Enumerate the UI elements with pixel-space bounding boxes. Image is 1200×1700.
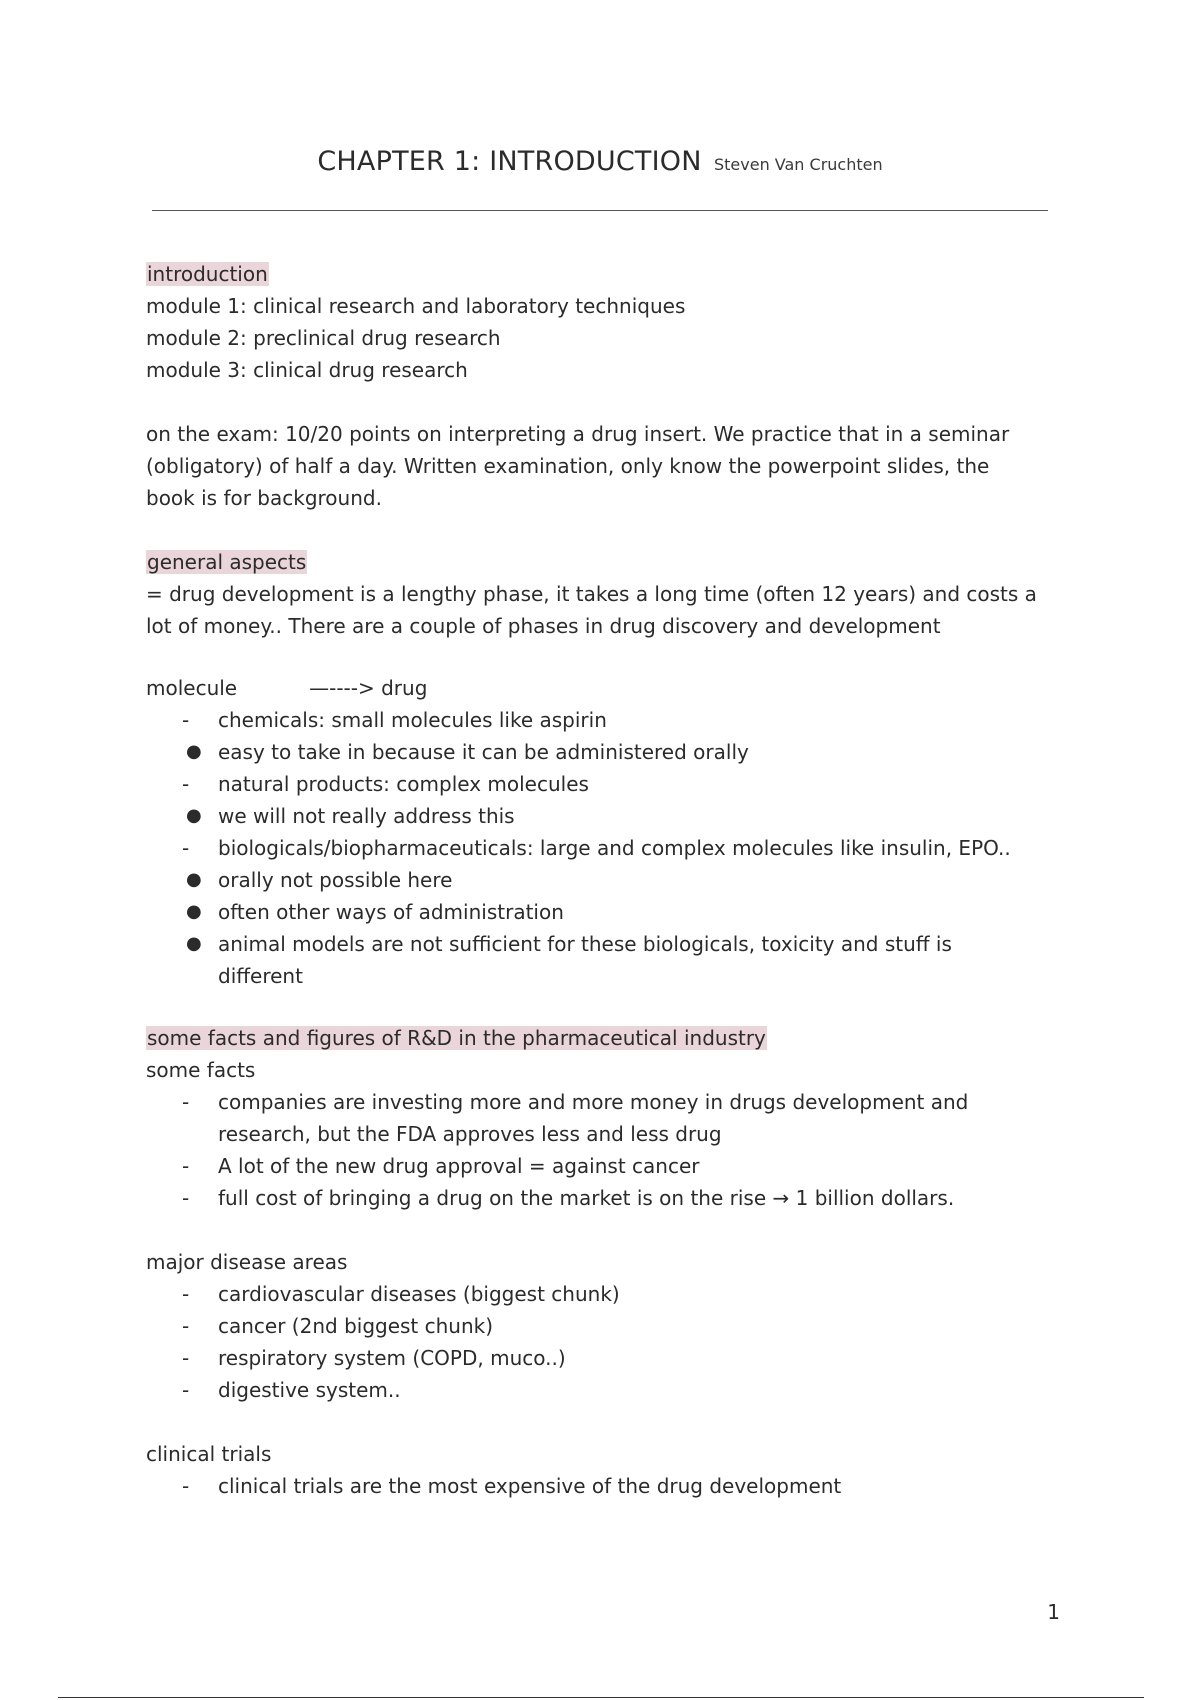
list-item-text: digestive system.. bbox=[218, 1378, 401, 1402]
sub-list-item-text: easy to take in because it can be administered orally bbox=[218, 740, 749, 764]
arrow-drug-label: —----> drug bbox=[309, 676, 428, 700]
sub-list-item bbox=[146, 928, 1046, 992]
exam-line: (obligatory) of half a day. Written examination, only know the powerpoint slides, the bbox=[146, 454, 990, 478]
list-item-text: natural products: complex molecules bbox=[218, 772, 589, 796]
paragraph-line: lot of money.. There are a couple of phases in drug discovery and development bbox=[146, 614, 941, 638]
disease-areas-list bbox=[146, 1278, 1046, 1406]
dash-bullet: - bbox=[182, 1186, 190, 1210]
list-item bbox=[146, 832, 1046, 864]
document-body bbox=[146, 258, 1046, 1502]
heading-highlight: introduction bbox=[147, 262, 268, 286]
dash-bullet: - bbox=[182, 1282, 190, 1306]
dash-bullet: - bbox=[182, 1090, 190, 1114]
sub-list-item bbox=[146, 896, 1046, 928]
dash-bullet: - bbox=[182, 708, 190, 732]
chapter-title: CHAPTER 1: INTRODUCTION bbox=[317, 146, 702, 177]
module-line: module 3: clinical drug research bbox=[146, 358, 468, 382]
list-item-text: cardiovascular diseases (biggest chunk) bbox=[218, 1282, 620, 1306]
list-item bbox=[146, 1086, 1046, 1150]
exam-line: on the exam: 10/20 points on interpreting a drug insert. We practice that in a seminar bbox=[146, 422, 1010, 446]
dash-bullet: - bbox=[182, 1154, 190, 1178]
section-heading-facts bbox=[146, 1022, 1046, 1054]
list-item-text-continuation: research, but the FDA approves less and less drug bbox=[218, 1122, 722, 1146]
sub-list bbox=[146, 736, 1046, 768]
list-item bbox=[146, 704, 1046, 736]
list-item bbox=[146, 1310, 1046, 1342]
page-number: 1 bbox=[1047, 1600, 1060, 1624]
list-item-text: clinical trials are the most expensive of the drug development bbox=[218, 1474, 842, 1498]
dot-bullet: ● bbox=[186, 741, 202, 762]
clinical-trials-list bbox=[146, 1470, 1046, 1502]
molecule-label: molecule bbox=[146, 676, 238, 700]
dash-bullet: - bbox=[182, 1314, 190, 1338]
dash-bullet: - bbox=[182, 1474, 190, 1498]
list-item-text: companies are investing more and more money in drugs development and bbox=[218, 1090, 969, 1114]
section-heading-introduction bbox=[146, 258, 1046, 290]
dash-bullet: - bbox=[182, 772, 190, 796]
facts-list bbox=[146, 1086, 1046, 1214]
list-item bbox=[146, 1182, 1046, 1214]
sub-list-item bbox=[146, 800, 1046, 832]
molecule-type-list bbox=[146, 768, 1046, 800]
sub-list bbox=[146, 864, 1046, 992]
dot-bullet: ● bbox=[186, 805, 202, 826]
list-item bbox=[146, 1470, 1046, 1502]
dash-bullet: - bbox=[182, 836, 190, 860]
list-item-text: A lot of the new drug approval = against cancer bbox=[218, 1154, 700, 1178]
dash-bullet: - bbox=[182, 1378, 190, 1402]
dot-bullet: ● bbox=[186, 933, 202, 954]
list-item-text: cancer (2nd biggest chunk) bbox=[218, 1314, 494, 1338]
sub-list-item bbox=[146, 864, 1046, 896]
molecule-type-list bbox=[146, 704, 1046, 736]
list-item-text: chemicals: small molecules like aspirin bbox=[218, 708, 607, 732]
author-name: Steven Van Cruchten bbox=[713, 155, 883, 174]
title-divider bbox=[152, 210, 1048, 211]
dash-bullet: - bbox=[182, 1346, 190, 1370]
dot-bullet: ● bbox=[186, 869, 202, 890]
heading-highlight: general aspects bbox=[147, 550, 307, 574]
subheading-some-facts: some facts bbox=[146, 1058, 256, 1082]
paragraph-line: = drug development is a lengthy phase, it takes a long time (often 12 years) and costs a bbox=[146, 582, 1037, 606]
list-item bbox=[146, 1278, 1046, 1310]
module-line: module 2: preclinical drug research bbox=[146, 326, 501, 350]
molecule-type-list bbox=[146, 832, 1046, 864]
list-item bbox=[146, 1342, 1046, 1374]
sub-list-item-text: animal models are not sufficient for these biologicals, toxicity and stuff is bbox=[218, 932, 952, 956]
sub-list-item-text: orally not possible here bbox=[218, 868, 453, 892]
sub-list bbox=[146, 800, 1046, 832]
section-heading-general-aspects bbox=[146, 546, 1046, 578]
list-item bbox=[146, 1150, 1046, 1182]
dot-bullet: ● bbox=[186, 901, 202, 922]
list-item-text: full cost of bringing a drug on the market is on the rise → 1 billion dollars. bbox=[218, 1186, 955, 1210]
heading-highlight: some facts and figures of R&D in the pharmaceutical industry bbox=[147, 1026, 766, 1050]
list-item bbox=[146, 768, 1046, 800]
sub-list-item bbox=[146, 736, 1046, 768]
sub-list-item-text: we will not really address this bbox=[218, 804, 515, 828]
page-bottom-divider bbox=[58, 1697, 1144, 1698]
module-line: module 1: clinical research and laboratory techniques bbox=[146, 294, 686, 318]
molecule-drug-line bbox=[146, 672, 1046, 704]
exam-line: book is for background. bbox=[146, 486, 382, 510]
list-item bbox=[146, 1374, 1046, 1406]
list-item-text: biologicals/biopharmaceuticals: large and complex molecules like insulin, EPO.. bbox=[218, 836, 1011, 860]
sub-list-item-text-continuation: different bbox=[218, 964, 303, 988]
subheading-disease-areas: major disease areas bbox=[146, 1250, 348, 1274]
list-item-text: respiratory system (COPD, muco..) bbox=[218, 1346, 566, 1370]
sub-list-item-text: often other ways of administration bbox=[218, 900, 564, 924]
subheading-clinical-trials: clinical trials bbox=[146, 1442, 272, 1466]
page-title bbox=[0, 140, 1200, 187]
